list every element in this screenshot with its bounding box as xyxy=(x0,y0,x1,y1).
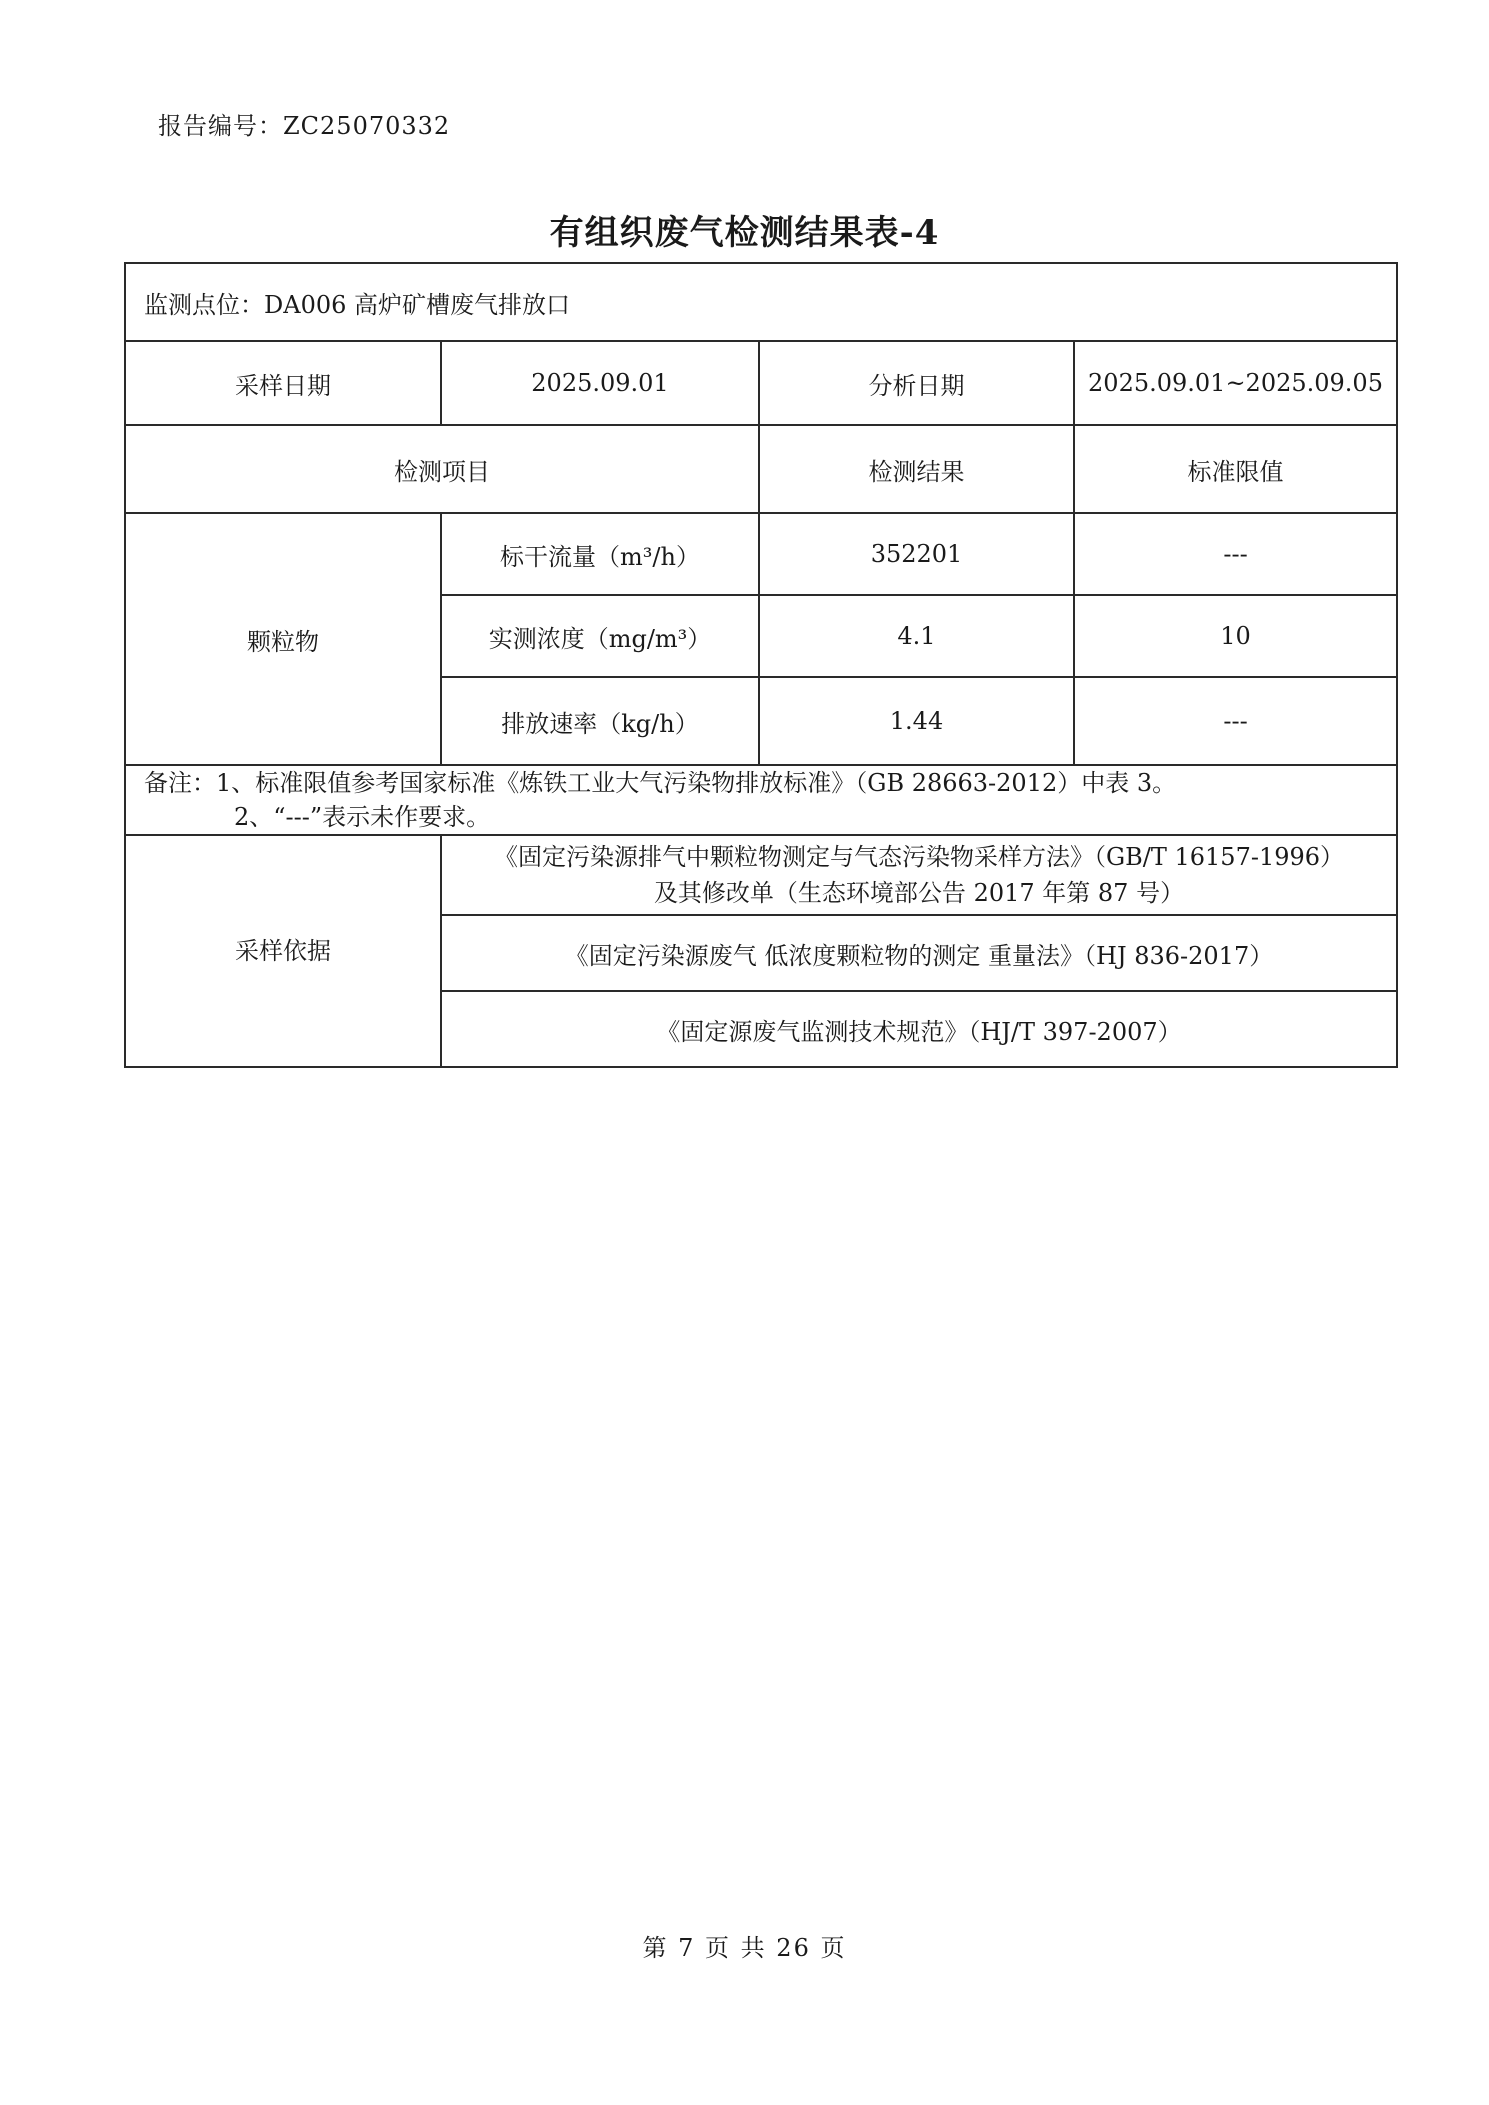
page-number: 第 7 页 共 26 页 xyxy=(642,1934,847,1962)
sampling-date-label: 采样日期 xyxy=(125,341,441,425)
col-result-header: 检测结果 xyxy=(759,425,1074,513)
column-header-row xyxy=(125,425,1397,513)
basis-item: 《固定污染源废气 低浓度颗粒物的测定 重量法》（HJ 836-2017） xyxy=(441,915,1397,991)
item-result: 4.1 xyxy=(759,595,1074,677)
item-name: 实测浓度（mg/m³） xyxy=(441,595,759,677)
notes-row xyxy=(125,765,1397,835)
col-limit-header: 标准限值 xyxy=(1074,425,1397,513)
monitoring-point: 监测点位：DA006 高炉矿槽废气排放口 xyxy=(125,263,1397,341)
basis-row xyxy=(125,835,1397,915)
item-limit: --- xyxy=(1074,677,1397,765)
monitoring-point-row xyxy=(125,263,1397,341)
basis-item xyxy=(441,835,1397,915)
notes-cell xyxy=(125,765,1397,835)
result-table xyxy=(124,262,1398,1068)
date-row xyxy=(125,341,1397,425)
table-row xyxy=(125,513,1397,595)
col-item-header: 检测项目 xyxy=(125,425,759,513)
basis-item: 《固定源废气监测技术规范》（HJ/T 397-2007） xyxy=(441,991,1397,1067)
note-line: 2、“---”表示未作要求。 xyxy=(234,803,491,831)
item-name: 排放速率（kg/h） xyxy=(441,677,759,765)
sampling-date: 2025.09.01 xyxy=(441,341,759,425)
analysis-date: 2025.09.01~2025.09.05 xyxy=(1074,341,1397,425)
basis-line: 《固定污染源排气中颗粒物测定与气态污染物采样方法》（GB/T 16157-1996） xyxy=(493,843,1345,871)
item-result: 352201 xyxy=(759,513,1074,595)
report-number: 报告编号：ZC25070332 xyxy=(158,112,451,140)
basis-label: 采样依据 xyxy=(125,835,441,1067)
item-result: 1.44 xyxy=(759,677,1074,765)
page-title: 有组织废气检测结果表-4 xyxy=(549,213,940,253)
pollutant-name: 颗粒物 xyxy=(125,513,441,765)
note-line: 备注：1、标准限值参考国家标准《炼铁工业大气污染物排放标准》（GB 28663-2012）中表 3。 xyxy=(144,769,1177,797)
item-limit: 10 xyxy=(1074,595,1397,677)
analysis-date-label: 分析日期 xyxy=(759,341,1074,425)
item-limit: --- xyxy=(1074,513,1397,595)
item-name: 标干流量（m³/h） xyxy=(441,513,759,595)
basis-line: 及其修改单（生态环境部公告 2017 年第 87 号） xyxy=(653,879,1185,907)
